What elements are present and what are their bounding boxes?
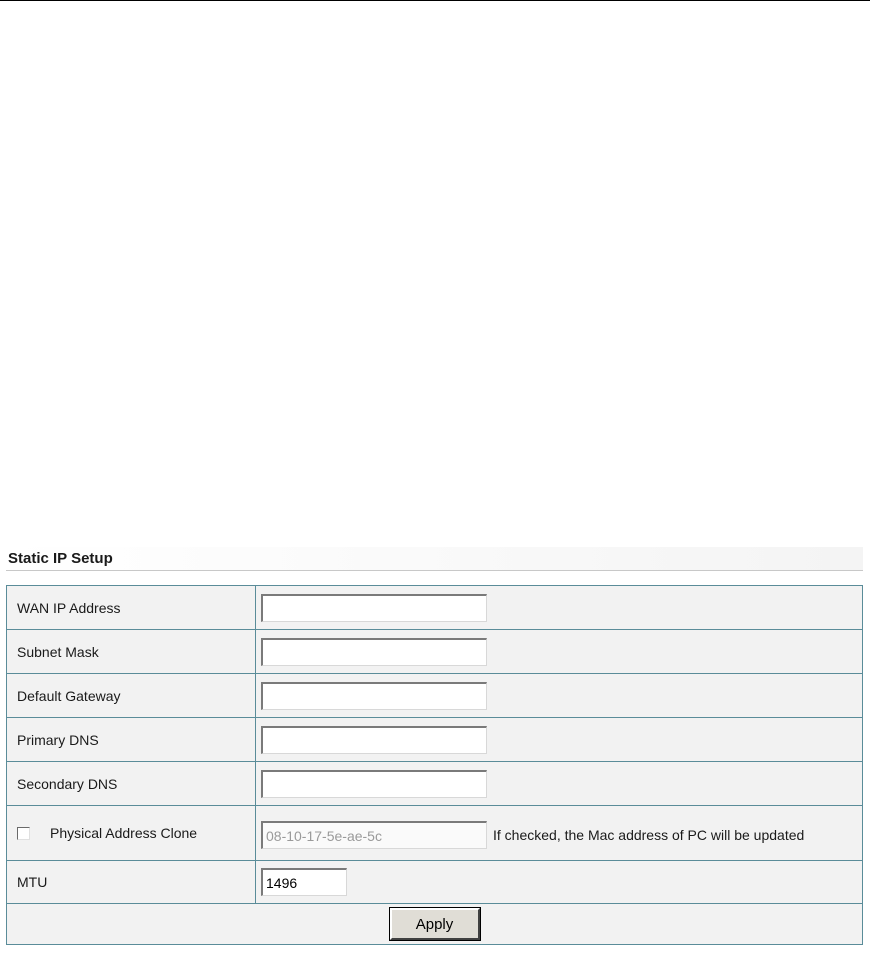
- secondary-dns-label: Secondary DNS: [7, 762, 256, 806]
- apply-row: [7, 904, 863, 945]
- apply-button[interactable]: Apply: [390, 908, 480, 940]
- wan-ip-input[interactable]: [261, 594, 487, 622]
- static-ip-settings-table: [6, 585, 863, 945]
- physical-address-clone-row: [7, 806, 863, 861]
- mac-address-input[interactable]: [261, 821, 487, 849]
- subnet-mask-row: [7, 630, 863, 674]
- physical-address-clone-checkbox[interactable]: [17, 827, 30, 840]
- primary-dns-label: Primary DNS: [7, 718, 256, 762]
- static-ip-setup-panel: [6, 547, 863, 945]
- mtu-input[interactable]: [261, 868, 347, 896]
- section-title: Static IP Setup: [6, 547, 863, 571]
- physical-address-clone-label: Physical Address Clone: [50, 825, 198, 841]
- secondary-dns-input[interactable]: [261, 770, 487, 798]
- clone-help-text: If checked, the Mac address of PC will be updated: [493, 827, 805, 843]
- primary-dns-input[interactable]: [261, 726, 487, 754]
- subnet-mask-input[interactable]: [261, 638, 487, 666]
- secondary-dns-row: [7, 762, 863, 806]
- wan-ip-row: [7, 586, 863, 630]
- primary-dns-row: [7, 718, 863, 762]
- subnet-mask-label: Subnet Mask: [7, 630, 256, 674]
- default-gateway-row: [7, 674, 863, 718]
- default-gateway-label: Default Gateway: [7, 674, 256, 718]
- top-divider: [0, 0, 870, 1]
- mtu-label: MTU: [7, 861, 256, 904]
- default-gateway-input[interactable]: [261, 682, 487, 710]
- wan-ip-label: WAN IP Address: [7, 586, 256, 630]
- mtu-row: [7, 861, 863, 904]
